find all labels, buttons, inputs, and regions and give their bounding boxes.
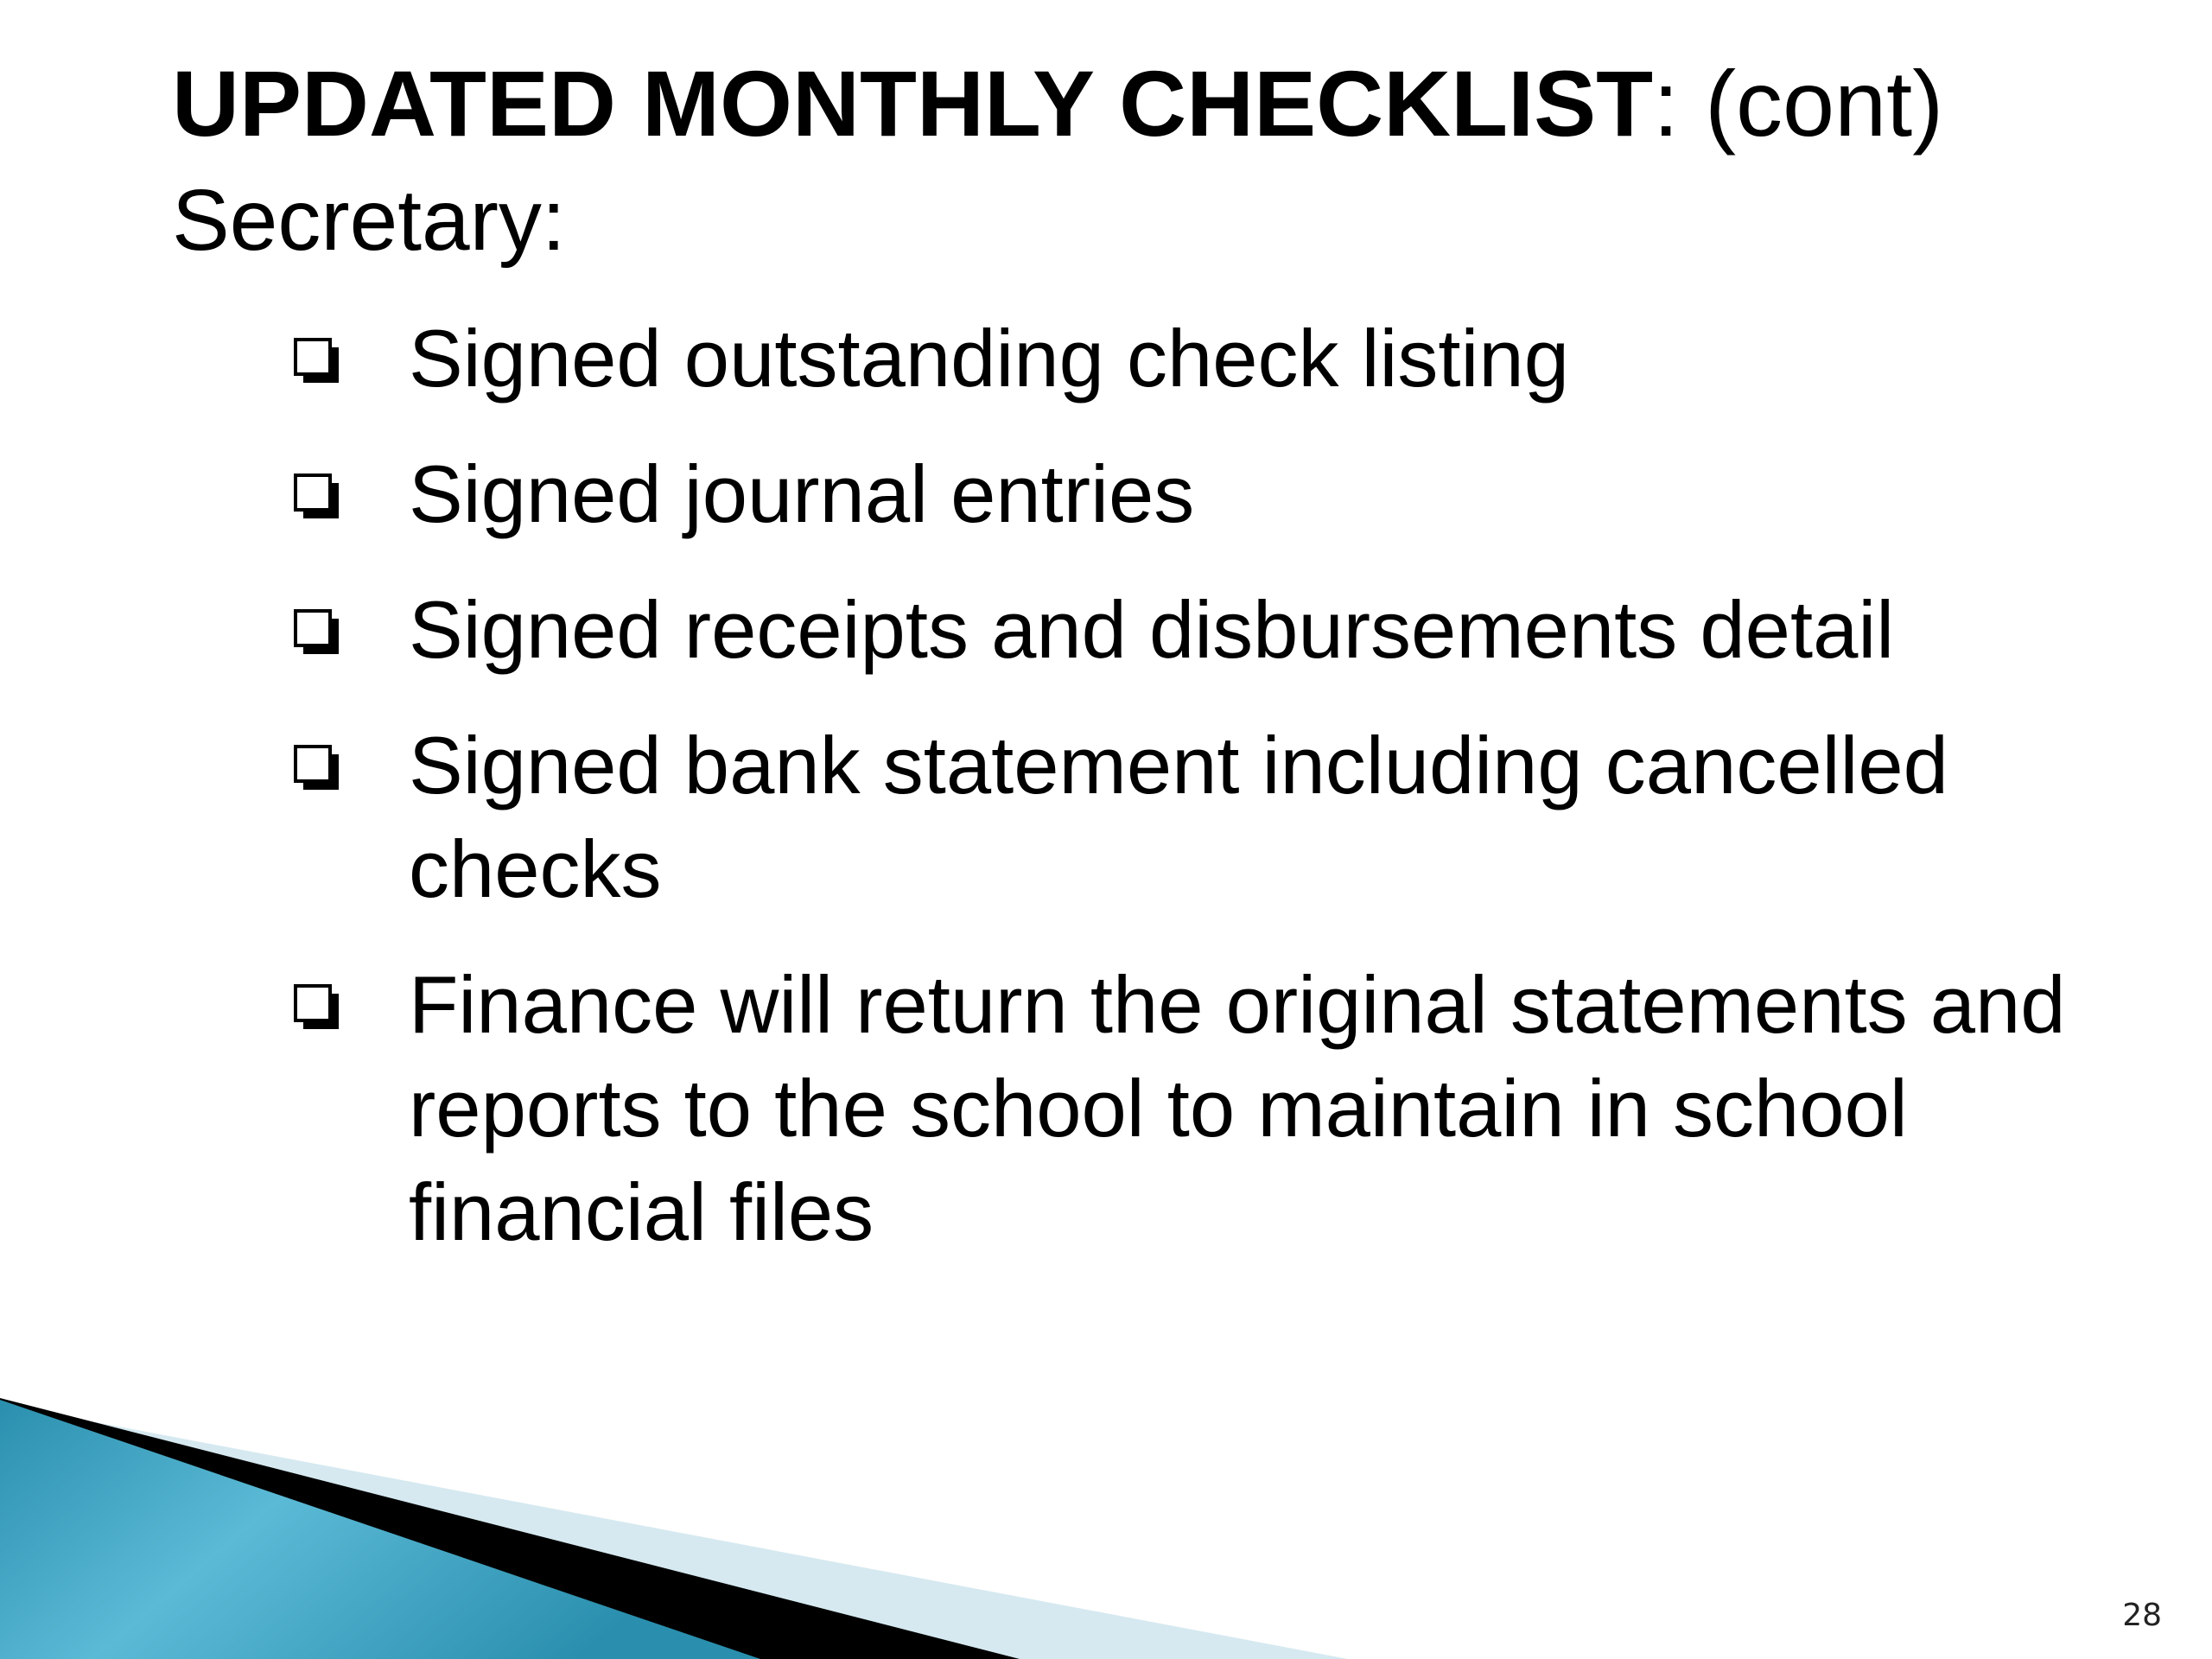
footer-light-stripe [0, 1404, 1348, 1659]
checkbox-icon [294, 745, 340, 791]
checkbox-icon [294, 984, 340, 1031]
checklist-item-text: Signed outstanding check listing [409, 313, 1569, 404]
page-number: 28 [2122, 1598, 2162, 1633]
checklist-item-text: Signed bank statement including cancelled checks [409, 720, 1948, 914]
checklist-item-text: Finance will return the original statements and reports to the school to maintain in school financial files [409, 959, 2066, 1257]
checkbox-icon [294, 338, 340, 385]
footer-teal-band [0, 1400, 760, 1659]
checklist-item [285, 714, 2100, 921]
checklist-item-text: Signed receipts and disbursements detail [409, 584, 1895, 675]
section-heading: Secretary: [172, 172, 566, 269]
checklist-item [285, 307, 2100, 410]
checklist [285, 307, 2100, 1296]
checklist-item [285, 953, 2100, 1264]
footer-dark-stripe [0, 1398, 1020, 1659]
slide-title [172, 48, 1943, 160]
checklist-item [285, 442, 2100, 546]
checklist-item [285, 578, 2100, 682]
checklist-item-text: Signed journal entries [409, 448, 1195, 539]
slide-title-bold: UPDATED MONTHLY CHECKLIST [172, 51, 1654, 156]
slide-title-suffix: : (cont) [1653, 51, 1944, 156]
checkbox-icon [294, 609, 340, 656]
checkbox-icon [294, 474, 340, 520]
